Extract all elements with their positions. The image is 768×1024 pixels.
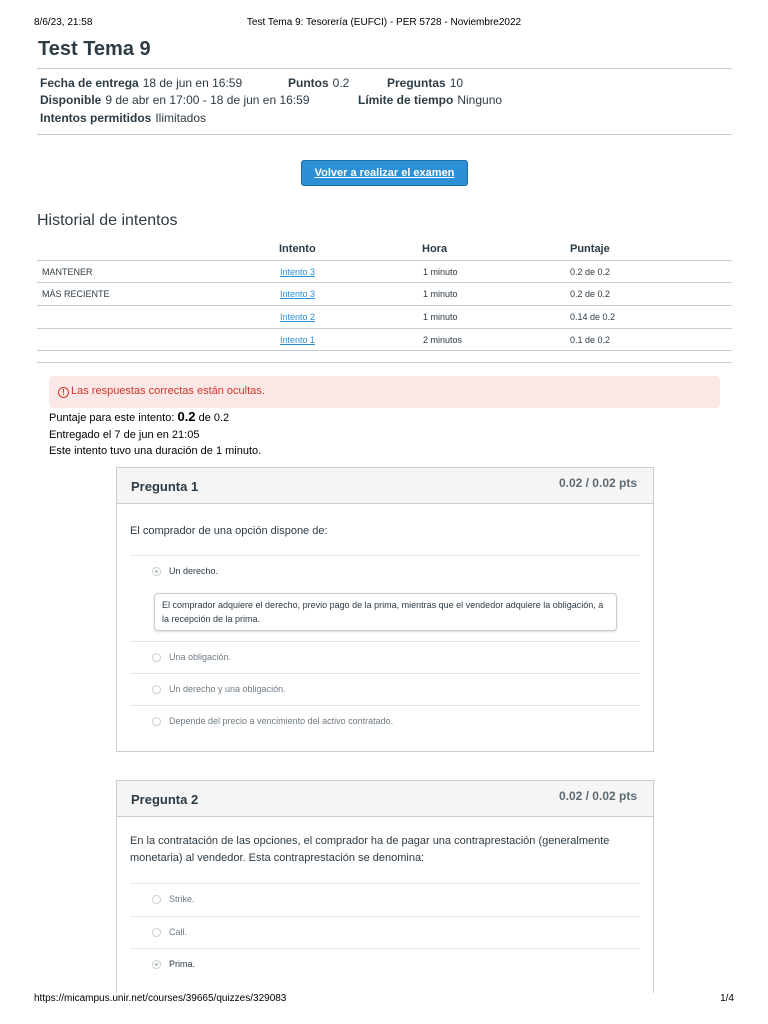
column-header-score: Puntaje	[570, 243, 610, 255]
radio-selected-icon[interactable]	[152, 567, 161, 576]
question-2	[116, 780, 654, 993]
divider	[37, 362, 732, 363]
radio-icon[interactable]	[152, 653, 161, 662]
print-date: 8/6/23, 21:58	[34, 17, 93, 28]
time-limit-label: Límite de tiempo	[358, 93, 454, 107]
answer-label: Call.	[169, 927, 188, 937]
table-row	[37, 260, 732, 282]
question-title: Pregunta 2	[131, 792, 199, 807]
table-row	[37, 282, 732, 304]
column-header-time: Hora	[422, 243, 448, 255]
attempt-time: 1 minuto	[423, 267, 458, 277]
radio-icon[interactable]	[152, 895, 161, 904]
available-label: Disponible	[40, 93, 102, 107]
attempt-score	[49, 409, 229, 424]
attempts-allowed-label: Intentos permitidos	[40, 111, 152, 125]
divider	[37, 134, 732, 135]
attempt-score: 0.2 de 0.2	[570, 267, 611, 277]
divider	[130, 916, 640, 917]
time-limit-detail	[358, 91, 502, 109]
score-value: 0.2	[177, 409, 196, 424]
warning-icon: !	[58, 387, 69, 398]
divider	[130, 883, 640, 884]
print-footer	[34, 993, 734, 1007]
duration-text: Este intento tuvo una duración de 1 minuto.	[49, 445, 262, 457]
print-url: https://micampus.unir.net/courses/39665/quizzes/329083	[34, 993, 287, 1004]
score-prefix: Puntaje para este intento:	[49, 412, 175, 424]
answer-feedback: El comprador adquiere el derecho, previo pago de la prima, mientras que el vendedor adquiere la obligación, a la recepción de la prima.	[154, 593, 617, 631]
question-points: 0.02 / 0.02 pts	[558, 476, 637, 490]
radio-icon[interactable]	[152, 717, 161, 726]
question-text: En la contratación de las opciones, el comprador ha de pagar una contraprestación (generalmente monetaria) al vendedor. Esta contraprestación se denomina:	[130, 835, 610, 864]
divider	[130, 641, 640, 642]
answer-label: Depende del precio a vencimiento del activo contratado.	[169, 716, 394, 726]
question-header	[117, 781, 653, 817]
questions-detail	[387, 74, 463, 92]
points-detail	[288, 74, 349, 92]
table-row	[37, 305, 732, 327]
attempts-allowed-value: Ilimitados	[155, 111, 207, 125]
answer-label: Strike.	[169, 894, 195, 904]
divider	[37, 350, 732, 351]
points-value: 0.2	[332, 76, 350, 90]
attempt-link[interactable]: Intento 1	[280, 335, 316, 345]
attempt-time: 1 minuto	[423, 289, 458, 299]
attempt-score: 0.14 de 0.2	[570, 312, 616, 322]
question-header	[117, 468, 653, 504]
print-document-title: Test Tema 9: Tesorería (EUFCI) - PER 5728 - Noviembre2022	[246, 17, 522, 28]
points-label: Puntos	[288, 76, 329, 90]
retake-quiz-button[interactable]: Volver a realizar el examen	[301, 160, 468, 186]
question-points: 0.02 / 0.02 pts	[558, 789, 637, 803]
divider	[130, 555, 640, 556]
radio-selected-icon[interactable]	[152, 960, 161, 969]
attempt-link[interactable]: Intento 3	[280, 267, 316, 277]
attempt-score: 0.1 de 0.2	[570, 335, 611, 345]
questions-label: Preguntas	[387, 76, 446, 90]
answer-label: Prima.	[169, 959, 196, 969]
page-title: Test Tema 9	[38, 38, 151, 60]
question-1	[116, 467, 654, 752]
attempt-link[interactable]: Intento 3	[280, 289, 316, 299]
print-header	[34, 17, 734, 31]
attempts-allowed-detail	[40, 109, 206, 127]
due-value: 18 de jun en 16:59	[142, 76, 243, 90]
divider	[130, 705, 640, 706]
answer-label: Un derecho y una obligación.	[169, 684, 286, 694]
divider	[37, 68, 732, 69]
quiz-details-row-1	[40, 74, 242, 92]
available-value: 9 de abr en 17:00 - 18 de jun en 16:59	[105, 93, 310, 107]
divider	[130, 673, 640, 674]
radio-icon[interactable]	[152, 928, 161, 937]
question-text: El comprador de una opción dispone de:	[130, 525, 328, 537]
attempt-link[interactable]: Intento 2	[280, 312, 316, 322]
question-title: Pregunta 1	[131, 479, 199, 494]
attempt-tag: MÁS RECIENTE	[42, 289, 110, 299]
attempt-time: 2 minutos	[423, 335, 463, 345]
due-label: Fecha de entrega	[40, 76, 139, 90]
alert-text: Las respuestas correctas están ocultas.	[71, 385, 265, 397]
attempt-history-title: Historial de intentos	[37, 212, 178, 229]
answer-label: Un derecho.	[169, 566, 219, 576]
questions-value: 10	[449, 76, 464, 90]
radio-icon[interactable]	[152, 685, 161, 694]
attempt-time: 1 minuto	[423, 312, 458, 322]
time-limit-value: Ninguno	[457, 93, 503, 107]
attempt-score: 0.2 de 0.2	[570, 289, 611, 299]
attempt-tag: MANTENER	[42, 267, 93, 277]
submitted-text: Entregado el 7 de jun en 21:05	[49, 429, 200, 441]
column-header-attempt: Intento	[279, 243, 316, 255]
available-detail	[40, 91, 310, 109]
hidden-answers-alert	[49, 376, 720, 408]
table-row	[37, 328, 732, 350]
page-count: 1/4	[720, 993, 734, 1004]
divider	[130, 948, 640, 949]
answer-label: Una obligación.	[169, 652, 232, 662]
score-suffix: de 0.2	[198, 412, 230, 424]
